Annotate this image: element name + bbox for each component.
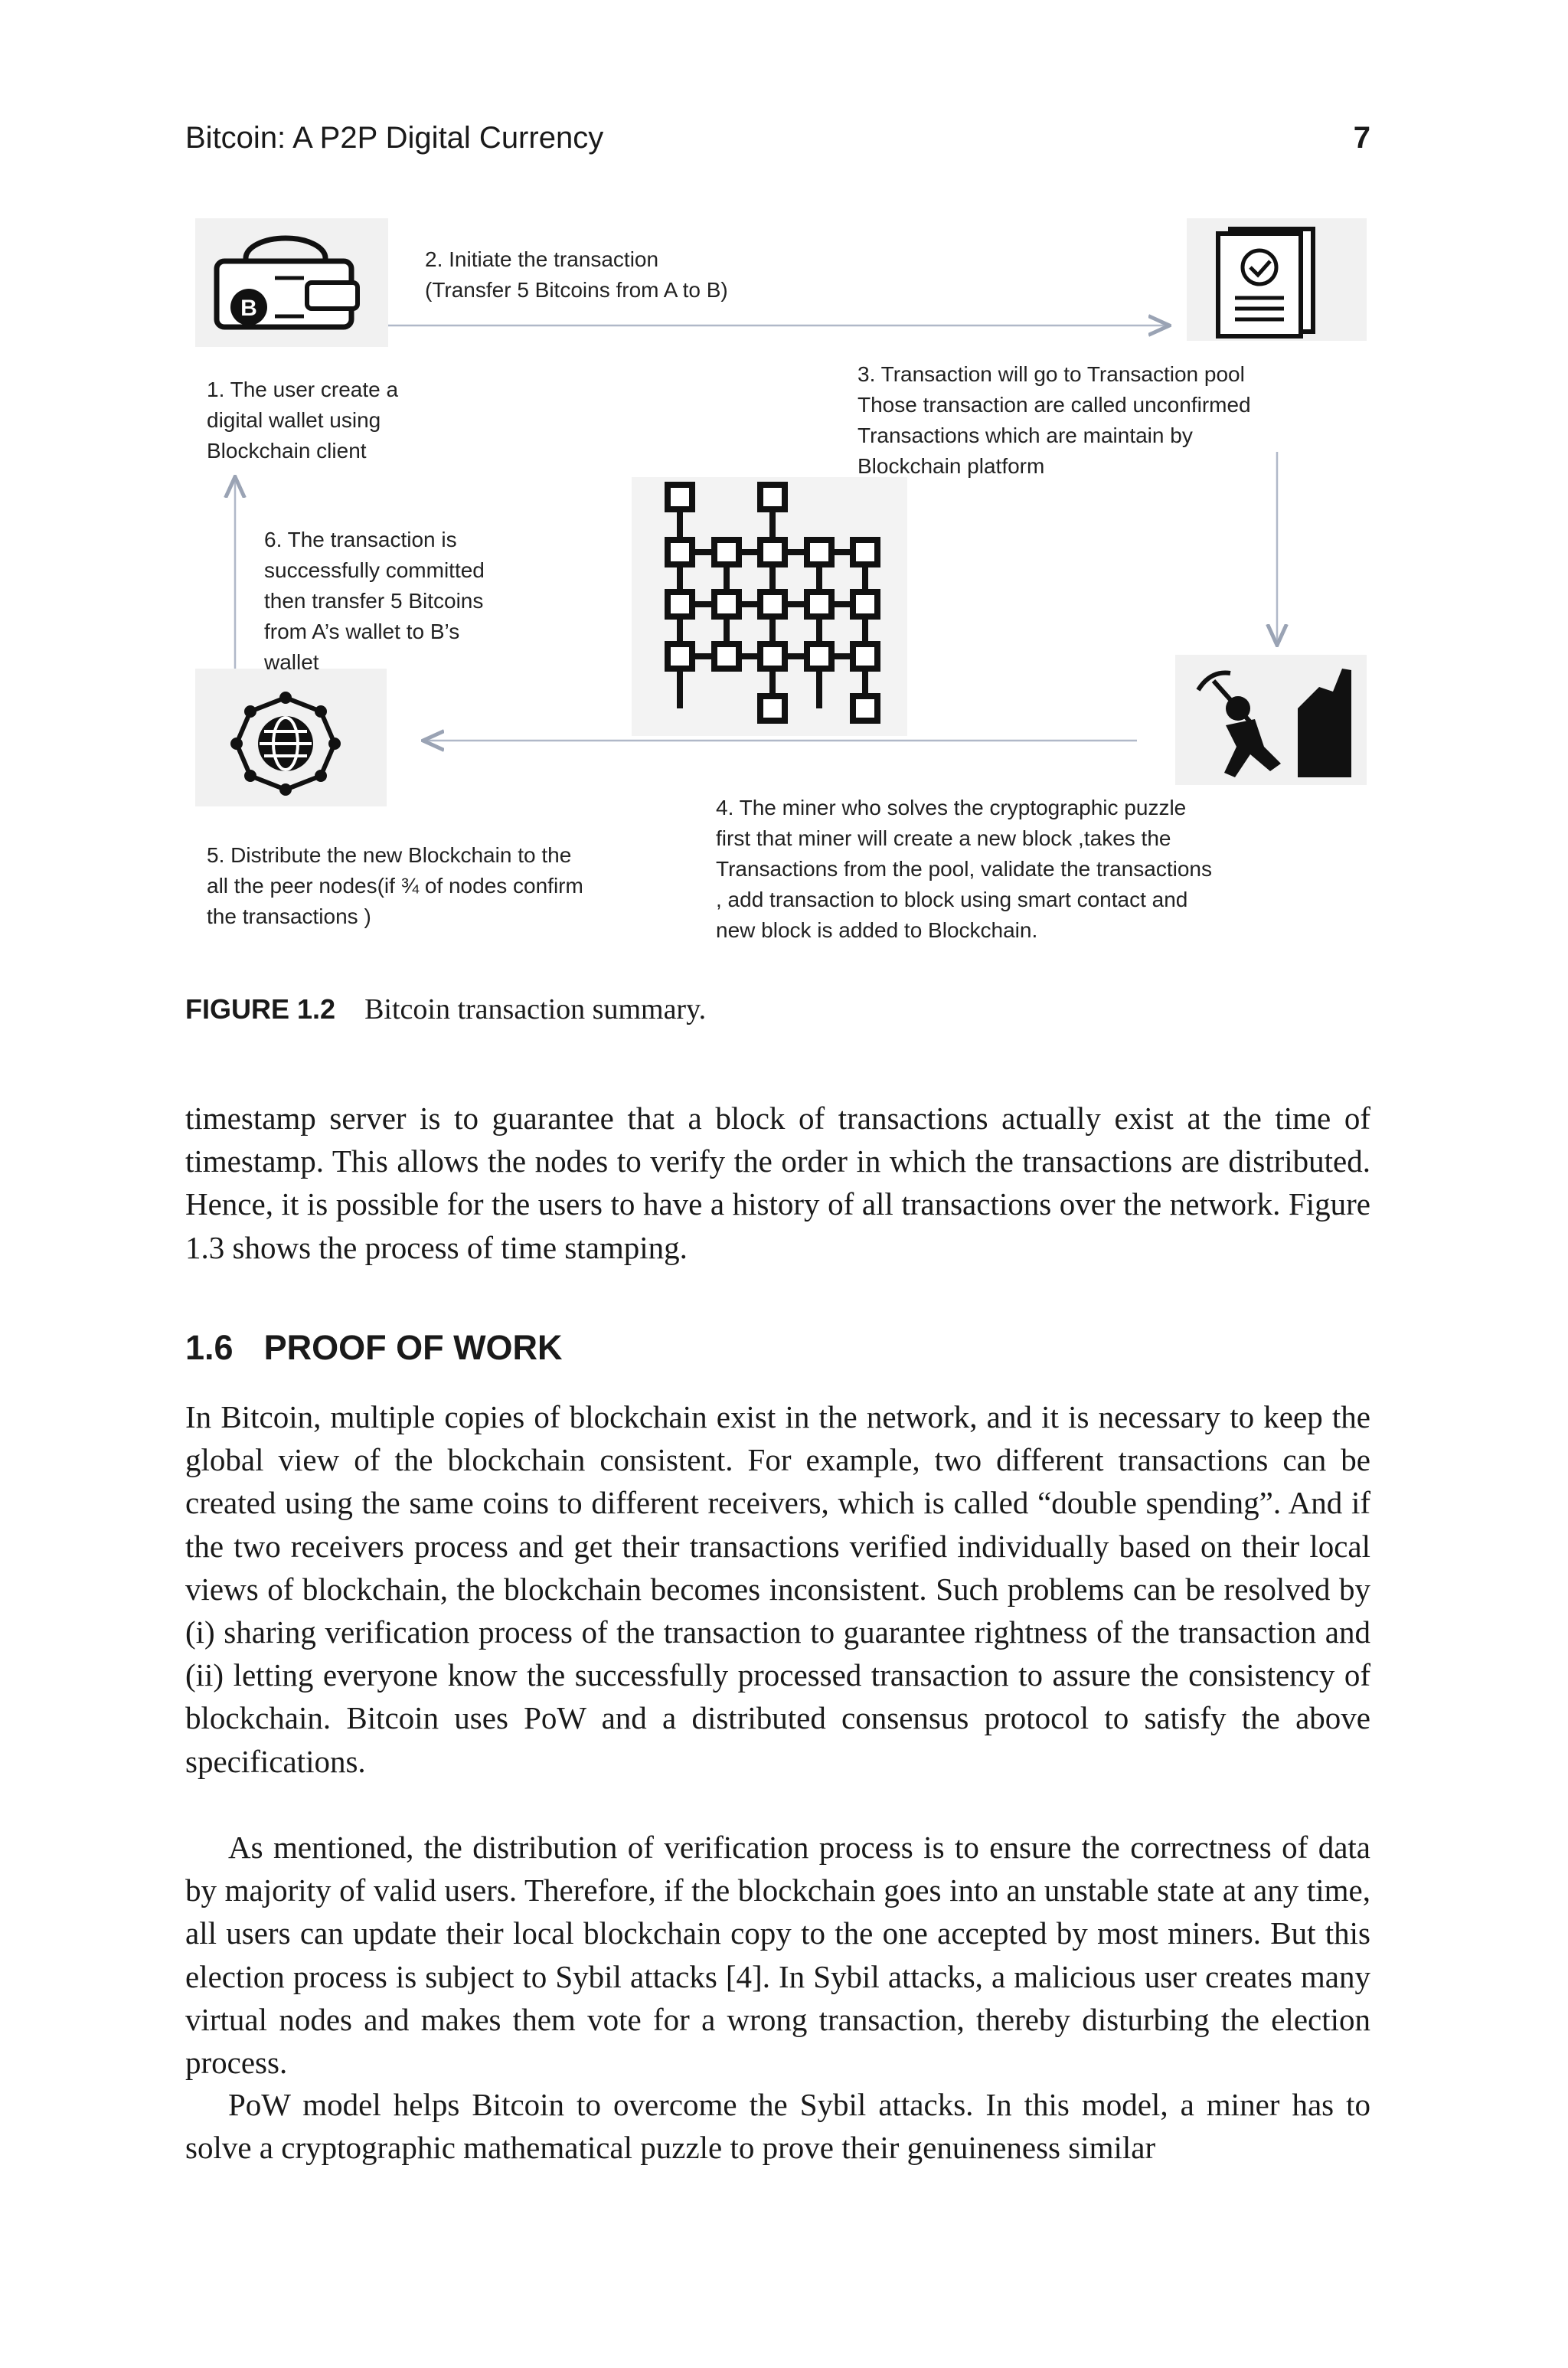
figure-caption <box>185 993 1370 1026</box>
section-heading <box>185 1328 563 1368</box>
section-number: 1.6 <box>185 1328 234 1367</box>
step-2-label: 2. Initiate the transaction (Transfer 5 Bitcoins from A to B) <box>425 247 728 302</box>
paragraph-continued: timestamp server is to guarantee that a block of transactions actually exist at the time of timestamp. This allows the nodes to verify the order in which the transactions are distributed. Hence, it is possible for the users to have a history of all transactions over the network. Figure 1.3 shows the process of time stamping. <box>185 1101 1370 1265</box>
step-5-label: 5. Distribute the new Blockchain to the all the peer nodes(if ¾ of nodes confirm the transactions ) <box>207 843 583 928</box>
figure-transaction-summary <box>195 218 1367 953</box>
svg-text:B: B <box>240 296 257 321</box>
paragraph-3: PoW model helps Bitcoin to overcome the Sybil attacks. In this model, a miner has to solve a cryptographic mathematical puzzle to prove their genuineness similar <box>185 2087 1370 2166</box>
document-check-icon <box>1187 218 1367 341</box>
miner-icon <box>1175 655 1367 785</box>
step-6-label: 6. The transaction is successfully committed then transfer 5 Bitcoins from A’s wallet to B’s wallet <box>264 528 485 674</box>
running-title: Bitcoin: A P2P Digital Currency <box>185 121 604 155</box>
step-3-label: 3. Transaction will go to Transaction pool Those transaction are called unconfirmed Transactions which are maintain by Blockchain platform <box>858 362 1251 478</box>
step-4-label: 4. The miner who solves the cryptographic puzzle first that miner will create a new block ,takes the Transactions from the pool, validate the transactions , add transaction to block using smart contact and new block is added to Blockchain. <box>716 796 1212 942</box>
step-1-label: 1. The user create a digital wallet using Blockchain client <box>207 378 399 463</box>
wallet-icon <box>195 218 388 347</box>
section-title: PROOF OF WORK <box>263 1328 563 1367</box>
paragraph-2: As mentioned, the distribution of verification process is to ensure the correctness of data by majority of valid users. Therefore, if the blockchain goes into an unstable state at any time, all users can update their local blockchain copy to the one accepted by most miners. But this election process is subject to Sybil attacks [4]. In Sybil attacks, a malicious user creates many virtual nodes and makes them vote for a wrong transaction, thereby disturbing the election process. <box>185 1830 1370 2081</box>
figure-caption-text: Bitcoin transaction summary. <box>364 993 707 1025</box>
page-number: 7 <box>1353 121 1370 155</box>
figure-caption-label: FIGURE 1.2 <box>185 993 336 1025</box>
running-head <box>185 121 1370 164</box>
paragraph-1: In Bitcoin, multiple copies of blockchain exist in the network, and it is necessary to keep the global view of the blockchain consistent. For example, two different transactions can be created using the same coins to different receivers, which is called “double spending”. And if the two receivers process and get their transactions verified individually based on their local views of blockchain, the blockchain becomes inconsistent. Such problems can be resolved by (i) sharing verification process of the transaction to guarantee rightness of the transaction and (ii) letting everyone know the successfully processed transaction to assure the consistency of blockchain. Bitcoin uses PoW and a distributed consensus protocol to satisfy the above specifications. <box>185 1399 1370 1779</box>
blockchain-network-icon <box>632 477 907 736</box>
globe-network-icon <box>195 669 387 806</box>
